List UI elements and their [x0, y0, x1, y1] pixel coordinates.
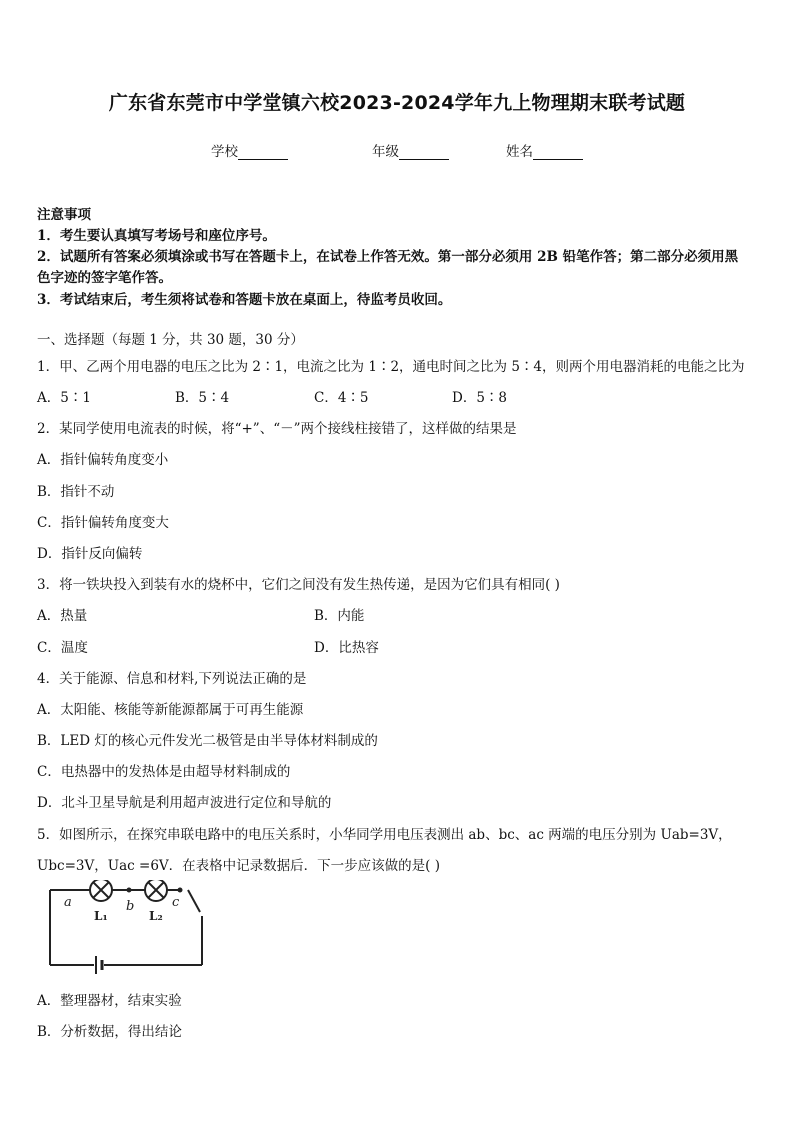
q2-option-c: C．指针偏转角度变大 — [37, 515, 169, 531]
q1-option-b: B．5∶4 — [175, 390, 230, 406]
question-1-stem: 1．甲、乙两个用电器的电压之比为 2∶1，电流之比为 1∶2，通电时间之比为 5∶4，则两个用电器消耗的电能之比为 — [37, 359, 745, 375]
question-5-stem-continued: Ubc=3V，Uac =6V．在表格中记录数据后．下一步应该做的是( ) — [37, 858, 440, 874]
bulb-l1-label: L₁ — [94, 909, 108, 923]
q4-option-a: A．太阳能、核能等新能源都属于可再生能源 — [37, 702, 304, 718]
name-blank[interactable] — [533, 145, 583, 160]
notice-item: 3．考试结束后，考生须将试卷和答题卡放在桌面上，待监考员收回。 — [37, 292, 452, 308]
junction-b — [127, 888, 132, 893]
question-4-stem: 4．关于能源、信息和材料,下列说法正确的是 — [37, 671, 307, 687]
q3-option-b: B．内能 — [314, 608, 365, 624]
q1-option-a: A．5∶1 — [37, 390, 91, 406]
battery-icon — [96, 956, 102, 974]
name-field — [506, 140, 583, 160]
point-b-label: b — [126, 899, 135, 914]
section-heading: 一、选择题（每题 1 分，共 30 题，30 分） — [37, 332, 304, 348]
q4-option-d: D．北斗卫星导航是利用超声波进行定位和导航的 — [37, 795, 332, 811]
name-label: 姓名 — [506, 144, 533, 160]
school-field — [211, 140, 288, 160]
q5-option-a: A．整理器材，结束实验 — [37, 993, 182, 1009]
school-label: 学校 — [211, 144, 238, 160]
question-5-stem: 5．如图所示，在探究串联电路中的电压关系时，小华同学用电压表测出 ab、bc、ac 两端的电压分别为 Uab=3V， — [37, 827, 732, 843]
q1-option-c: C．4∶5 — [314, 390, 369, 406]
q2-option-b: B．指针不动 — [37, 484, 115, 500]
switch-blade — [188, 890, 200, 912]
question-2-stem: 2．某同学使用电流表的时候，将“+”、“－”两个接线柱接错了，这样做的结果是 — [37, 421, 517, 437]
q3-option-c: C．温度 — [37, 640, 88, 656]
grade-field — [372, 140, 449, 160]
q5-option-b: B．分析数据，得出结论 — [37, 1024, 182, 1040]
q1-option-d: D．5∶8 — [452, 390, 508, 406]
q2-option-a: A．指针偏转角度变小 — [37, 452, 169, 468]
grade-label: 年级 — [372, 144, 399, 160]
notice-item: 色字迹的签字笔作答。 — [37, 270, 172, 286]
q3-option-a: A．热量 — [37, 608, 88, 624]
point-c-label: c — [172, 895, 180, 910]
q2-option-d: D．指针反向偏转 — [37, 546, 143, 562]
notice-item: 2．试题所有答案必须填涂或书写在答题卡上，在试卷上作答无效。第一部分必须用 2B 铅笔作答；第二部分必须用黑 — [37, 249, 739, 265]
junction-c — [178, 888, 183, 893]
question-3-stem: 3．将一铁块投入到装有水的烧杯中，它们之间没有发生热传递，是因为它们具有相同( ) — [37, 577, 560, 593]
notice-item: 1．考生要认真填写考场号和座位序号。 — [37, 228, 276, 244]
notice-heading: 注意事项 — [37, 207, 91, 223]
page-title: 广东省东莞市中学堂镇六校2023-2024学年九上物理期末联考试题 — [108, 92, 686, 114]
q3-option-d: D．比热容 — [314, 640, 379, 656]
grade-blank[interactable] — [399, 145, 449, 160]
series-circuit-diagram — [40, 880, 220, 975]
school-blank[interactable] — [238, 145, 288, 160]
q4-option-b: B．LED 灯的核心元件发光二极管是由半导体材料制成的 — [37, 733, 378, 749]
point-a-label: a — [64, 895, 72, 910]
q4-option-c: C．电热器中的发热体是由超导材料制成的 — [37, 764, 291, 780]
bulb-l2-label: L₂ — [149, 909, 163, 923]
